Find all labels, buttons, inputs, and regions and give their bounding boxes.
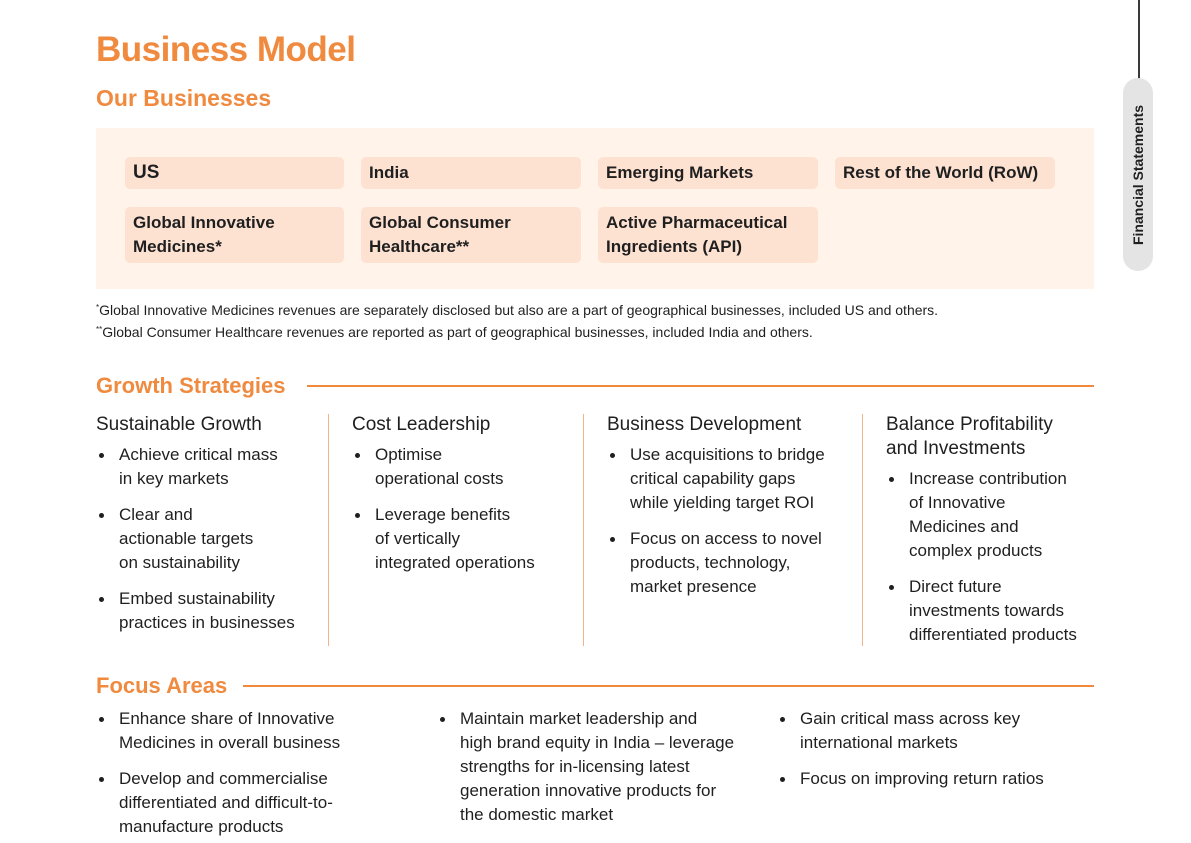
bullet-line: Increase contribution — [909, 469, 1067, 488]
side-tab-line — [1138, 0, 1140, 80]
footnote — [96, 298, 938, 320]
focus-bullet — [777, 767, 1094, 791]
business-chip-emerging-markets — [598, 157, 818, 189]
business-chip-label: Emerging Markets — [606, 163, 754, 182]
bullet-line: Embed sustainability — [119, 589, 275, 608]
bullet-line: operational costs — [375, 469, 504, 488]
bullet-line: integrated operations — [375, 553, 535, 572]
strategy-title — [352, 413, 577, 437]
bullet-line: the domestic market — [460, 805, 614, 824]
bullet-line: generation innovative products for — [460, 781, 717, 800]
strategy-bullet — [352, 443, 577, 491]
footnote-mark: * — [96, 303, 100, 312]
strategy-title-line: Business Development — [607, 414, 802, 435]
column-divider — [583, 414, 584, 646]
column-divider — [328, 414, 329, 646]
bullet-line: actionable targets — [119, 529, 254, 548]
bullet-line: manufacture products — [119, 817, 284, 836]
bullet-line: Medicines and — [909, 517, 1019, 536]
bullet-line: Leverage benefits — [375, 505, 511, 524]
bullet-line: Achieve critical mass — [119, 445, 278, 464]
column-divider — [862, 414, 863, 646]
business-chip-line: Global Innovative — [133, 213, 275, 232]
bullet-line: investments towards — [909, 601, 1064, 620]
bullet-line: Maintain market leadership and — [460, 709, 698, 728]
strategy-bullet — [607, 527, 857, 599]
business-chip-global-innovative-medicines — [125, 207, 344, 263]
strategy-bullet — [886, 575, 1101, 647]
bullet-line: international markets — [800, 733, 958, 752]
bullet-line: products, technology, — [630, 553, 791, 572]
strategy-bullet — [96, 503, 321, 575]
business-chip-label: India — [369, 163, 409, 182]
strategy-bullet — [607, 443, 857, 515]
bullet-line: complex products — [909, 541, 1043, 560]
our-businesses-heading: Our Businesses — [96, 85, 272, 111]
bullet-line: of vertically — [375, 529, 461, 548]
footnote-text: Global Innovative Medicines revenues are separately disclosed but also are a part of geographical businesses, included US and others. — [99, 302, 939, 318]
business-chip-line: Ingredients (API) — [606, 237, 743, 256]
focus-areas-heading: Focus Areas — [96, 673, 228, 698]
strategy-balance-profitability — [886, 413, 1101, 647]
focus-column — [777, 707, 1094, 791]
focus-column — [437, 707, 767, 827]
focus-bullet — [437, 707, 767, 827]
strategy-title — [886, 413, 1101, 461]
strategy-business-development — [607, 413, 857, 599]
bullet-line: differentiated and difficult-to- — [119, 793, 333, 812]
bullet-line: Enhance share of Innovative — [119, 709, 335, 728]
business-chip-line: Global Consumer — [369, 213, 511, 232]
focus-column — [96, 707, 416, 839]
bullet-line: differentiated products — [909, 625, 1077, 644]
bullet-line: market presence — [630, 577, 757, 596]
business-chip-line: Active Pharmaceutical — [606, 213, 788, 232]
strategy-cost-leadership — [352, 413, 577, 575]
bullet-line: in key markets — [119, 469, 229, 488]
business-chip-label: US — [133, 162, 160, 183]
strategy-title-line: Sustainable Growth — [96, 414, 262, 435]
business-chip-global-consumer-healthcare — [361, 207, 581, 263]
bullet-line: practices in businesses — [119, 613, 295, 632]
bullet-line: strengths for in-licensing latest — [460, 757, 690, 776]
growth-strategies-rule — [307, 385, 1094, 387]
bullet-line: critical capability gaps — [630, 469, 796, 488]
bullet-line: Direct future — [909, 577, 1002, 596]
growth-strategies-heading: Growth Strategies — [96, 373, 286, 398]
bullet-line: Focus on improving return ratios — [800, 769, 1044, 788]
focus-areas-rule — [243, 685, 1094, 687]
strategy-title-line: and Investments — [886, 438, 1026, 459]
strategy-title — [607, 413, 857, 437]
page-title: Business Model — [96, 30, 356, 69]
footnote-text: Global Consumer Healthcare revenues are reported as part of geographical businesses, included India and others. — [102, 324, 813, 340]
bullet-line: while yielding target ROI — [630, 493, 815, 512]
focus-bullet — [96, 707, 416, 755]
business-chip-line: Healthcare** — [369, 237, 470, 256]
footnote-mark: ** — [96, 325, 103, 334]
bullet-line: Optimise — [375, 445, 443, 464]
bullet-line: Use acquisitions to bridge — [630, 445, 825, 464]
strategy-title-line: Cost Leadership — [352, 414, 491, 435]
focus-bullet — [777, 707, 1094, 755]
business-chip-label: Rest of the World (RoW) — [843, 163, 1039, 182]
bullet-line: Medicines in overall business — [119, 733, 341, 752]
business-chip-rest-of-world — [835, 157, 1055, 189]
side-tab-label: Financial Statements — [1130, 104, 1146, 245]
bullet-line: Develop and commercialise — [119, 769, 328, 788]
business-chip-api — [598, 207, 818, 263]
strategy-title — [96, 413, 321, 437]
footnotes — [96, 298, 938, 342]
strategy-title-line: Balance Profitability — [886, 414, 1053, 435]
bullet-line: Gain critical mass across key — [800, 709, 1021, 728]
side-tab-financial-statements[interactable] — [1123, 78, 1153, 271]
strategy-bullet — [352, 503, 577, 575]
strategy-bullet — [886, 467, 1101, 563]
strategy-bullet — [96, 443, 321, 491]
bullet-line: Clear and — [119, 505, 193, 524]
bullet-line: high brand equity in India – leverage — [460, 733, 735, 752]
business-chip-line: Medicines* — [133, 237, 222, 256]
bullet-line: on sustainability — [119, 553, 240, 572]
focus-bullet — [96, 767, 416, 839]
bullet-line: Focus on access to novel — [630, 529, 822, 548]
footnote — [96, 320, 938, 342]
business-chip-india — [361, 157, 581, 189]
business-chip-us — [125, 157, 344, 189]
bullet-line: of Innovative — [909, 493, 1006, 512]
strategy-bullet — [96, 587, 321, 635]
strategy-sustainable-growth — [96, 413, 321, 635]
